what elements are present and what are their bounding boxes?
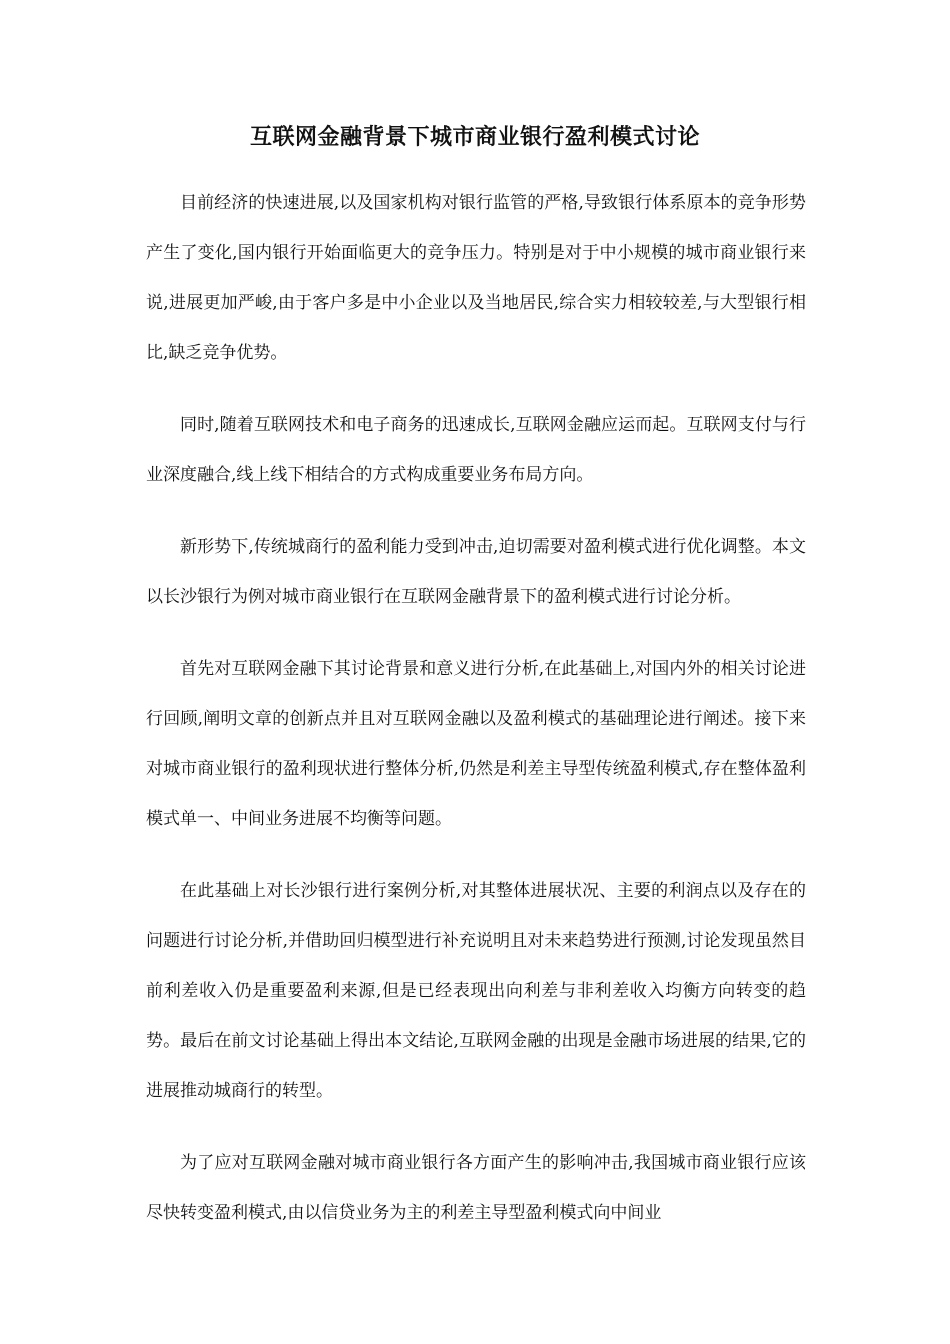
- paragraph-2: 同时,随着互联网技术和电子商务的迅速成长,互联网金融应运而起。互联网支付与行业深度融合,线上线下相结合的方式构成重要业务布局方向。: [146, 415, 806, 485]
- paragraph-1: 目前经济的快速进展,以及国家机构对银行监管的严格,导致银行体系原本的竞争形势产生了变化,国内银行开始面临更大的竞争压力。特别是对于中小规模的城市商业银行来说,进展更加严峻,由于客户多是中小企业以及当地居民,综合实力相较较差,与大型银行相比,缺乏竞争优势。: [146, 193, 806, 363]
- paragraph-4: 首先对互联网金融下其讨论背景和意义进行分析,在此基础上,对国内外的相关讨论进行回顾,阐明文章的创新点并且对互联网金融以及盈利模式的基础理论进行阐述。接下来对城市商业银行的盈利现状进行整体分析,仍然是利差主导型传统盈利模式,存在整体盈利模式单一、中间业务进展不均衡等问题。: [146, 659, 806, 829]
- paragraph-3: 新形势下,传统城商行的盈利能力受到冲击,迫切需要对盈利模式进行优化调整。本文以长沙银行为例对城市商业银行在互联网金融背景下的盈利模式进行讨论分析。: [146, 537, 806, 607]
- paragraph-5: 在此基础上对长沙银行进行案例分析,对其整体进展状况、主要的利润点以及存在的问题进行讨论分析,并借助回归模型进行补充说明且对未来趋势进行预测,讨论发现虽然目前利差收入仍是重要盈利来源,但是已经表现出向利差与非利差收入均衡方向转变的趋势。最后在前文讨论基础上得出本文结论,互联网金融的出现是金融市场进展的结果,它的进展推动城商行的转型。: [146, 881, 806, 1101]
- document-title: 互联网金融背景下城市商业银行盈利模式讨论: [249, 124, 700, 150]
- paragraph-6: 为了应对互联网金融对城市商业银行各方面产生的影响冲击,我国城市商业银行应该尽快转变盈利模式,由以信贷业务为主的利差主导型盈利模式向中间业: [146, 1153, 806, 1223]
- document-body: [146, 178, 806, 1260]
